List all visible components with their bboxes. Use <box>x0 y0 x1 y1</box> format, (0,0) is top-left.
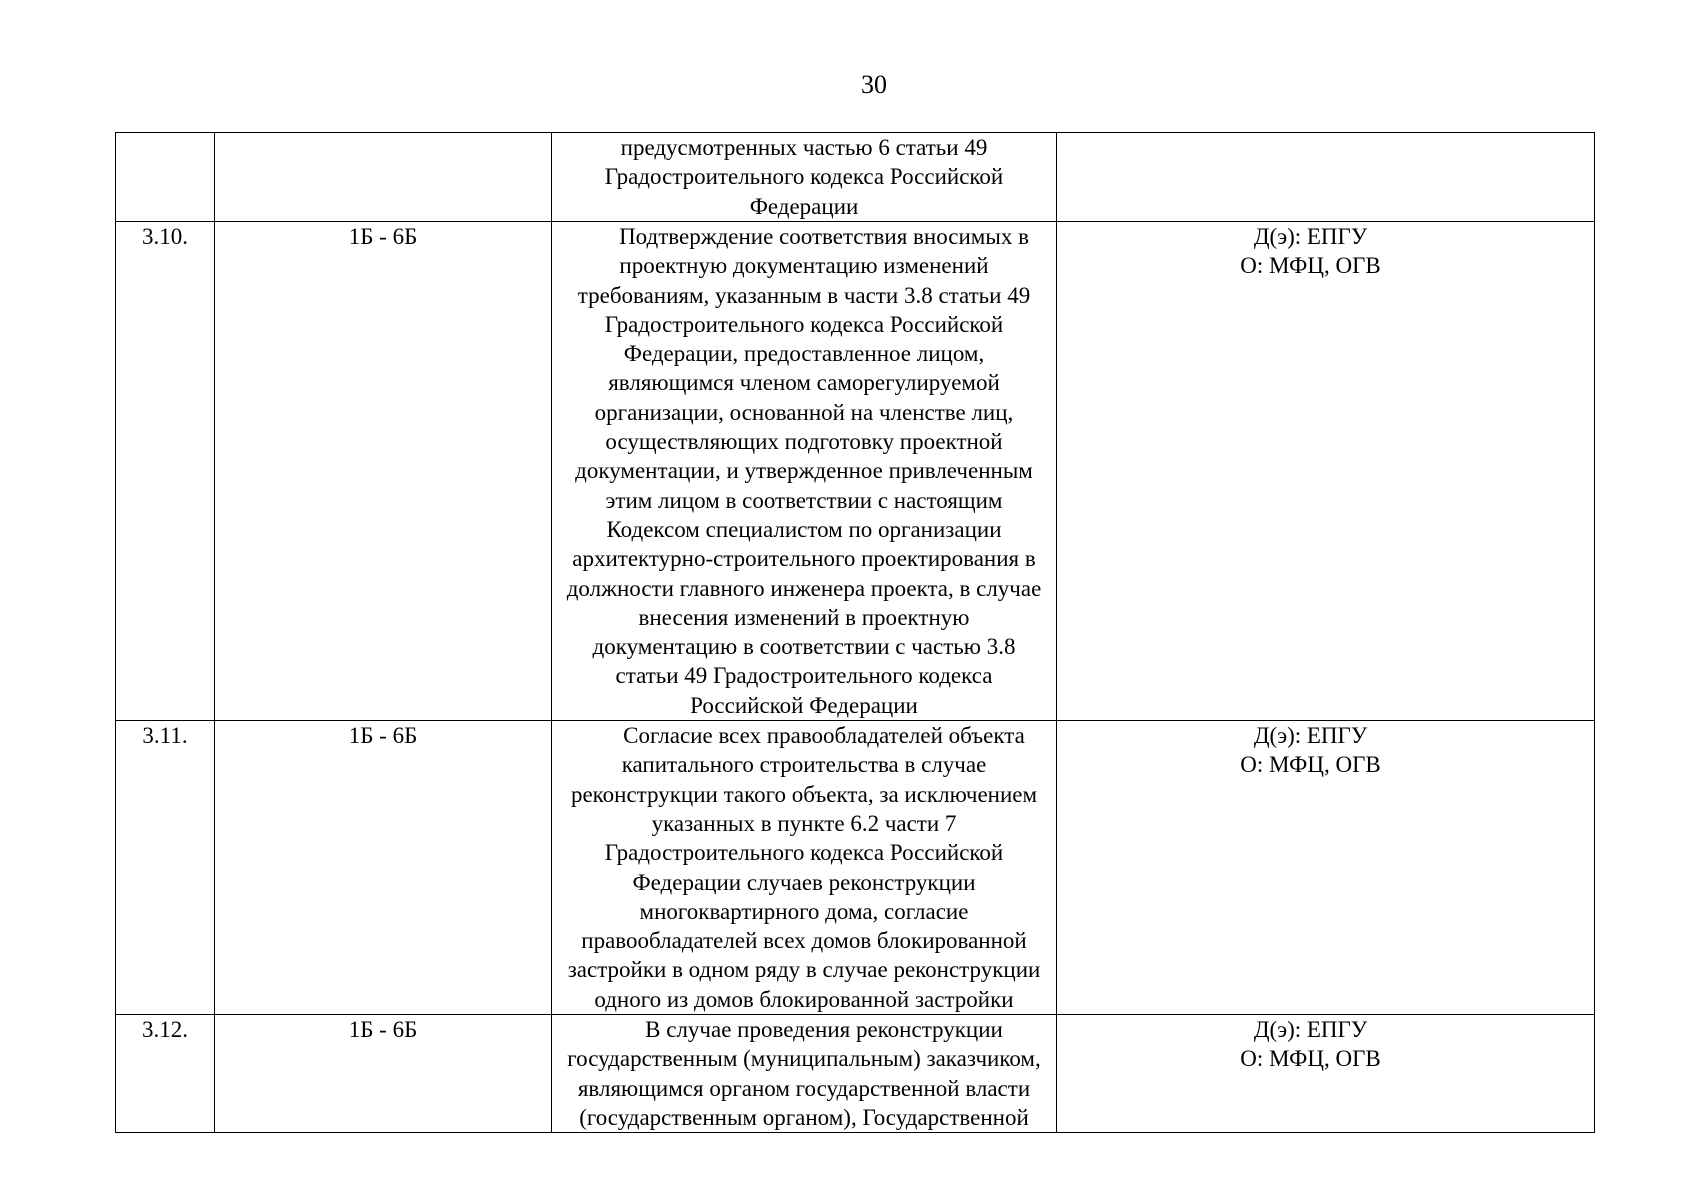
description-line: должности главного инженера проекта, в случае <box>566 575 1042 601</box>
row-category: 1Б - 6Б <box>215 1015 552 1133</box>
description-line: Согласие всех правообладателей объекта <box>623 723 1025 749</box>
table-row <box>116 721 1595 1015</box>
description-line: одного из домов блокированной застройки <box>594 986 1014 1012</box>
channel-line: Д(э): ЕПГУ <box>1253 1017 1368 1043</box>
description-line: капитального строительства в случае <box>621 752 987 778</box>
description-line: правообладателей всех домов блокированной <box>581 928 1027 954</box>
description-line: документацию в соответствии с частью 3.8 <box>592 634 1016 660</box>
channel-line: Д(э): ЕПГУ <box>1253 224 1368 249</box>
description-line: осуществляющих подготовку проектной <box>605 429 1003 455</box>
table-row <box>116 133 1595 222</box>
description-line: Федерации, предоставленное лицом, <box>623 341 985 367</box>
channel-line: О: МФЦ, ОГВ <box>1240 1046 1381 1072</box>
channel-line: О: МФЦ, ОГВ <box>1240 752 1381 778</box>
description-line: внесения изменений в проектную <box>638 604 970 630</box>
row-channel <box>1057 222 1595 721</box>
description-line: застройки в одном ряду в случае реконструкции <box>567 957 1041 983</box>
description-line: реконструкции такого объекта, за исключением <box>570 781 1038 807</box>
row-channel <box>1057 721 1595 1015</box>
description-line: Федерации <box>749 193 859 219</box>
description-line: В случае проведения реконструкции <box>645 1017 1003 1043</box>
description-line: Подтверждение соответствия вносимых в <box>619 224 1029 249</box>
description-line: Градостроительного кодекса Российской <box>604 311 1004 337</box>
description-line: требованиям, указанным в части 3.8 статьи 49 <box>577 282 1031 308</box>
description-line: Градостроительного кодекса Российской <box>604 840 1004 866</box>
row-description <box>552 133 1057 222</box>
row-description <box>552 222 1057 721</box>
table-row <box>116 1015 1595 1133</box>
requirements-table <box>115 132 1595 1133</box>
description-line: (государственным органом), Государственной <box>579 1104 1029 1130</box>
description-line: Кодексом специалистом по организации <box>606 516 1002 542</box>
description-line: указанных в пункте 6.2 части 7 <box>651 810 957 836</box>
description-line: Градостроительного кодекса Российской <box>604 164 1004 190</box>
description-line: являющимся членом саморегулируемой <box>608 370 1000 396</box>
channel-line: О: МФЦ, ОГВ <box>1240 253 1381 279</box>
description-line: организации, основанной на членстве лиц, <box>594 399 1014 425</box>
row-number: 3.11. <box>116 721 215 1015</box>
row-category: 1Б - 6Б <box>215 222 552 721</box>
row-description <box>552 1015 1057 1133</box>
description-line: этим лицом в соответствии с настоящим <box>605 487 1003 513</box>
description-line: государственным (муниципальным) заказчиком, <box>567 1046 1041 1072</box>
description-line: проектную документацию изменений <box>619 253 989 279</box>
row-channel <box>1057 1015 1595 1133</box>
row-category <box>215 133 552 222</box>
description-line: архитектурно-строительного проектирования в <box>572 546 1036 572</box>
table-row <box>116 222 1595 721</box>
row-category: 1Б - 6Б <box>215 721 552 1015</box>
description-line: предусмотренных частью 6 статьи 49 <box>620 135 988 160</box>
row-number: 3.10. <box>116 222 215 721</box>
description-line: многоквартирного дома, согласие <box>639 898 969 924</box>
row-channel <box>1057 133 1595 222</box>
row-number: 3.12. <box>116 1015 215 1133</box>
description-line: статьи 49 Градостроительного кодекса <box>615 663 993 689</box>
description-line: Российской Федерации <box>690 692 918 718</box>
row-number <box>116 133 215 222</box>
channel-line: Д(э): ЕПГУ <box>1253 723 1368 749</box>
row-description <box>552 721 1057 1015</box>
description-line: Федерации случаев реконструкции <box>632 869 976 895</box>
description-line: документации, и утвержденное привлеченным <box>575 458 1033 484</box>
page-number: 30 <box>861 70 887 99</box>
description-line: являющимся органом государственной власти <box>577 1075 1031 1101</box>
